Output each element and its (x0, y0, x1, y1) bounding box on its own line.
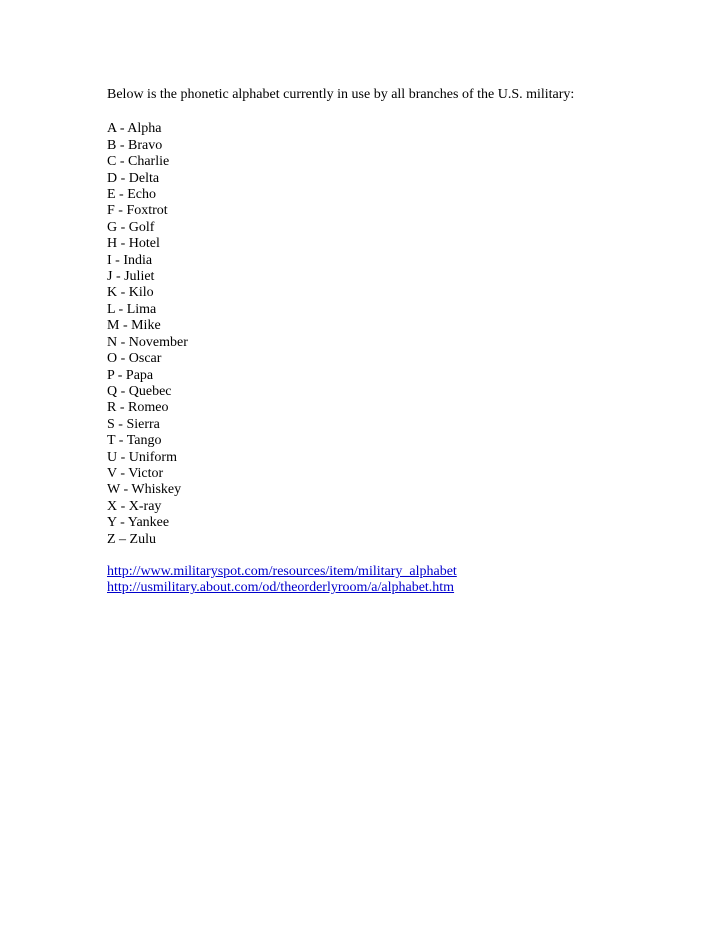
alphabet-entry-v: V - Victor (107, 465, 164, 481)
alphabet-entry-x: X - X-ray (107, 498, 162, 514)
alphabet-entry-a: A - Alpha (107, 121, 162, 137)
alphabet-entry-t: T - Tango (107, 433, 162, 449)
alphabet-entry-i: I - India (107, 252, 153, 268)
alphabet-entry-e: E - Echo (107, 187, 156, 203)
alphabet-entry-h: H - Hotel (107, 236, 160, 252)
alphabet-entry-z: Z – Zulu (107, 531, 156, 547)
source-links (107, 564, 667, 597)
intro-paragraph: Below is the phonetic alphabet currently in use by all branches of the U.S. military: (107, 87, 575, 102)
document-body (107, 87, 667, 597)
alphabet-entry-w: W - Whiskey (107, 482, 182, 498)
alphabet-entry-l: L - Lima (107, 301, 157, 317)
alphabet-entry-u: U - Uniform (107, 449, 177, 465)
alphabet-entry-r: R - Romeo (107, 400, 169, 416)
alphabet-entry-j: J - Juliet (107, 269, 155, 285)
alphabet-entry-b: B - Bravo (107, 137, 163, 153)
alphabet-entry-f: F - Foxtrot (107, 203, 168, 219)
alphabet-entry-c: C - Charlie (107, 154, 170, 170)
alphabet-entry-p: P - Papa (107, 367, 154, 383)
alphabet-entry-q: Q - Quebec (107, 383, 172, 399)
alphabet-entry-d: D - Delta (107, 170, 160, 186)
alphabet-entry-y: Y - Yankee (107, 515, 170, 531)
alphabet-entry-s: S - Sierra (107, 416, 160, 432)
alphabet-entry-g: G - Golf (107, 219, 155, 235)
militaryspot-link[interactable]: http://www.militaryspot.com/resources/item/military_alphabet (107, 563, 457, 579)
alphabet-entry-k: K - Kilo (107, 285, 154, 301)
alphabet-entry-n: N - November (107, 334, 188, 350)
usmilitary-about-link[interactable]: http://usmilitary.about.com/od/theorderlyroom/a/alphabet.htm (107, 580, 455, 596)
phonetic-alphabet-list (107, 121, 667, 548)
alphabet-entry-o: O - Oscar (107, 351, 162, 367)
alphabet-entry-m: M - Mike (107, 318, 161, 334)
